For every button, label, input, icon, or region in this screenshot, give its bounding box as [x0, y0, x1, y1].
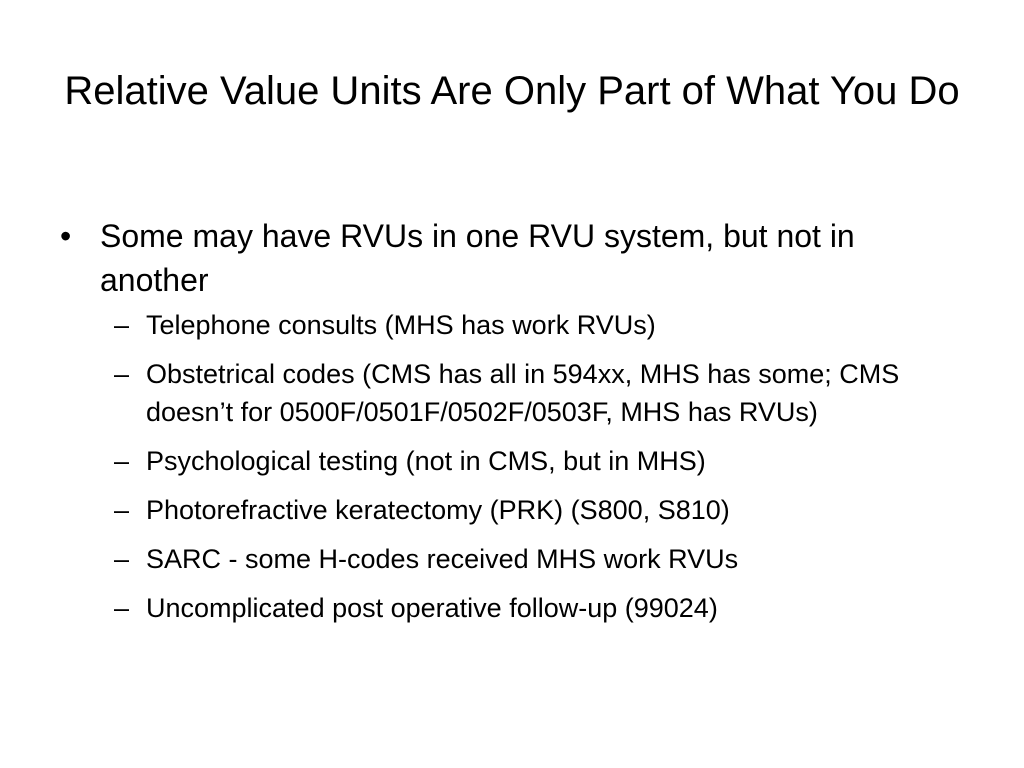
- dash-marker: –: [114, 544, 130, 574]
- sub-bullet-list: [60, 306, 960, 627]
- sub-bullet-text: Photorefractive keratectomy (PRK) (S800, S810): [146, 495, 730, 525]
- sub-bullet-item: [60, 491, 960, 529]
- dash-marker: –: [114, 359, 130, 389]
- sub-bullet-text: Uncomplicated post operative follow-up (99024): [146, 593, 718, 623]
- sub-bullet-text: Telephone consults (MHS has work RVUs): [146, 310, 656, 340]
- sub-bullet-text: Psychological testing (not in CMS, but in MHS): [146, 446, 706, 476]
- sub-bullet-item: [60, 355, 960, 431]
- sub-bullet-text: SARC - some H-codes received MHS work RVUs: [146, 544, 739, 574]
- slide-title: Relative Value Units Are Only Part of What You Do: [64, 69, 960, 113]
- dash-marker: –: [114, 495, 130, 525]
- sub-bullet-item: [60, 589, 960, 627]
- dash-marker: –: [114, 593, 130, 623]
- sub-bullet-item: [60, 540, 960, 578]
- slide-body: [60, 214, 960, 638]
- sub-bullet-text: Obstetrical codes (CMS has all in 594xx, MHS has some; CMS doesn’t for 0500F/0501F/0502F/0503F, MHS has RVUs): [146, 359, 900, 427]
- dash-marker: –: [114, 446, 130, 476]
- sub-bullet-item: [60, 306, 960, 344]
- dash-marker: –: [114, 310, 130, 340]
- bullet-text: Some may have RVUs in one RVU system, but not in another: [100, 218, 855, 298]
- bullet-item: [60, 214, 960, 302]
- sub-bullet-item: [60, 442, 960, 480]
- bullet-marker: •: [60, 218, 72, 254]
